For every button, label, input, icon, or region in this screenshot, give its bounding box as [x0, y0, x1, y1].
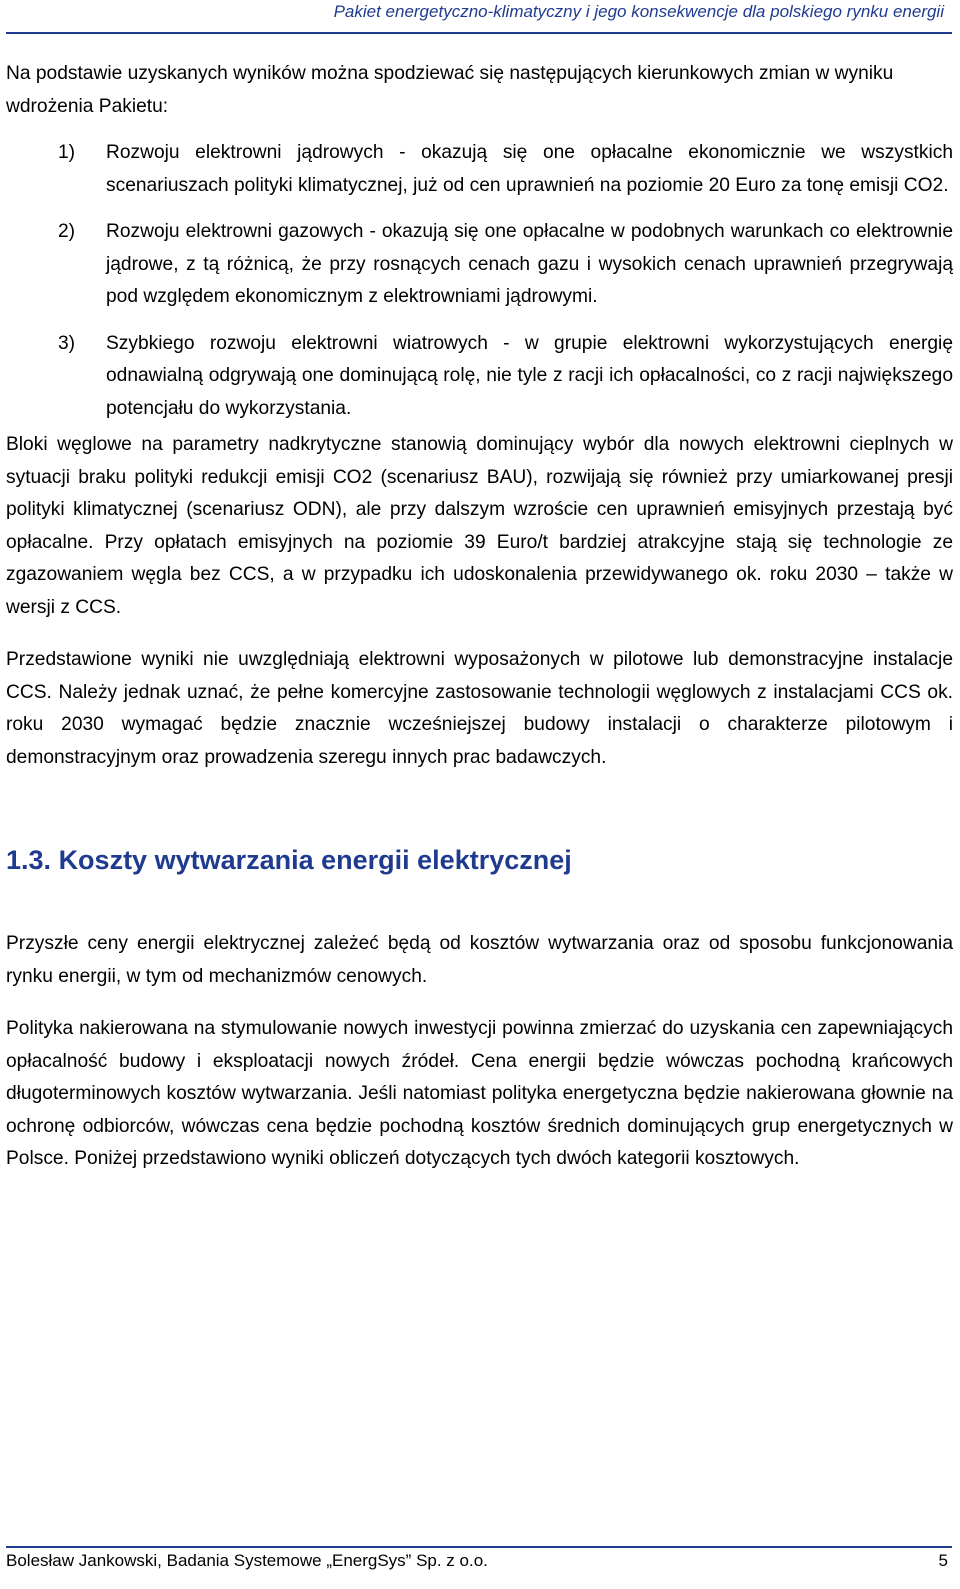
section-title: Koszty wytwarzania energii elektrycznej [58, 845, 572, 875]
list-item-text: Rozwoju elektrowni gazowych - okazują się one opłacalne w podobnych warunkach co elektrownie jądrowe, z tą różnicą, że przy rosnących cenach gazu i wysokich cenach uprawnień przegrywają pod względem ekonomicznym z elektrowniami jądrowymi. [106, 221, 953, 307]
page-number: 5 [938, 1551, 948, 1570]
list-item-text: Szybkiego rozwoju elektrowni wiatrowych - w grupie elektrowni wykorzystujących energię odnawialną odgrywają one dominującą rolę, nie tyle z racji ich opłacalności, co z racji największego potencjału do wykorzystania. [106, 332, 953, 419]
list-item-text: Rozwoju elektrowni jądrowych - okazują się one opłacalne ekonomicznie we wszystkich scenariuszach polityki klimatycznej, już od cen uprawnień na poziomie 20 Euro za tonę emisji CO2. [106, 142, 953, 196]
list-item-number: 2) [58, 221, 76, 242]
paragraph-policy: Polityka nakierowana na stymulowanie nowych inwestycji powinna zmierzać do uzyskania cen zapewniających opłacalność budowy i eksploatacji nowych źródeł. Cena energii będzie wówczas pochodną krańcowych długoterminowych kosztów wytwarzania. Jeśli natomiast polityka energetyczna będzie nakierowana głownie na ochronę odbiorców, wówczas cena będzie pochodną kosztów średnich dominujących grup energetycznych w Polsce. Poniżej przedstawiono wyniki obliczeń dotyczących tych dwóch kategorii kosztowych. [6, 1018, 953, 1169]
paragraph-future-prices: Przyszłe ceny energii elektrycznej zależeć będą od kosztów wytwarzania oraz od sposobu funkcjonowania rynku energii, w tym od mechanizmów cenowych. [6, 933, 953, 987]
list-item [6, 216, 953, 314]
intro-paragraph: Na podstawie uzyskanych wyników można spodziewać się następujących kierunkowych zmian w wyniku wdrożenia Pakietu: [6, 63, 894, 117]
page-footer [0, 1545, 960, 1589]
list-item-number: 1) [58, 142, 76, 163]
results-list [6, 137, 953, 425]
page-header [0, 0, 960, 42]
running-header-title: Pakiet energetyczno-klimatyczny i jego konsekwencje dla polskiego rynku energii [333, 2, 944, 21]
footer-author: Bolesław Jankowski, Badania Systemowe „EnergSys” Sp. z o.o. [6, 1551, 488, 1570]
list-item [6, 328, 953, 426]
paragraph-coal-units: Bloki węglowe na parametry nadkrytyczne stanowią dominujący wybór dla nowych elektrowni cieplnych w sytuacji braku polityki redukcji emisji CO2 (scenariusz BAU), rozwijają się również przy umiarkowanej presji polityki klimatycznej (scenariusz ODN), ale przy dalszym wzroście cen uprawnień emisyjnych przestają być opłacalne. Przy opłatach emisyjnych na poziomie 39 Euro/t bardziej atrakcyjne stają się technologie ze zgazowaniem węgla bez CCS, a w przypadku ich udoskonalenia przewidywanego ok. roku 2030 – także w wersji z CCS. [6, 434, 953, 618]
list-item [6, 137, 953, 202]
list-item-number: 3) [58, 332, 76, 354]
section-heading [6, 842, 953, 878]
document-body [6, 58, 953, 1176]
header-rule [6, 32, 952, 34]
footer-rule [6, 1546, 952, 1548]
paragraph-ccs: Przedstawione wyniki nie uwzględniają elektrowni wyposażonych w pilotowe lub demonstracyjne instalacje CCS. Należy jednak uznać, że pełne komercyjne zastosowanie technologii węglowych z instalacjami CCS ok. roku 2030 wymagać będzie znacznie wcześniejszej budowy instalacji o charakterze pilotowym i demonstracyjnym oraz prowadzenia szeregu innych prac badawczych. [6, 649, 953, 768]
section-number: 1.3. [6, 845, 52, 875]
